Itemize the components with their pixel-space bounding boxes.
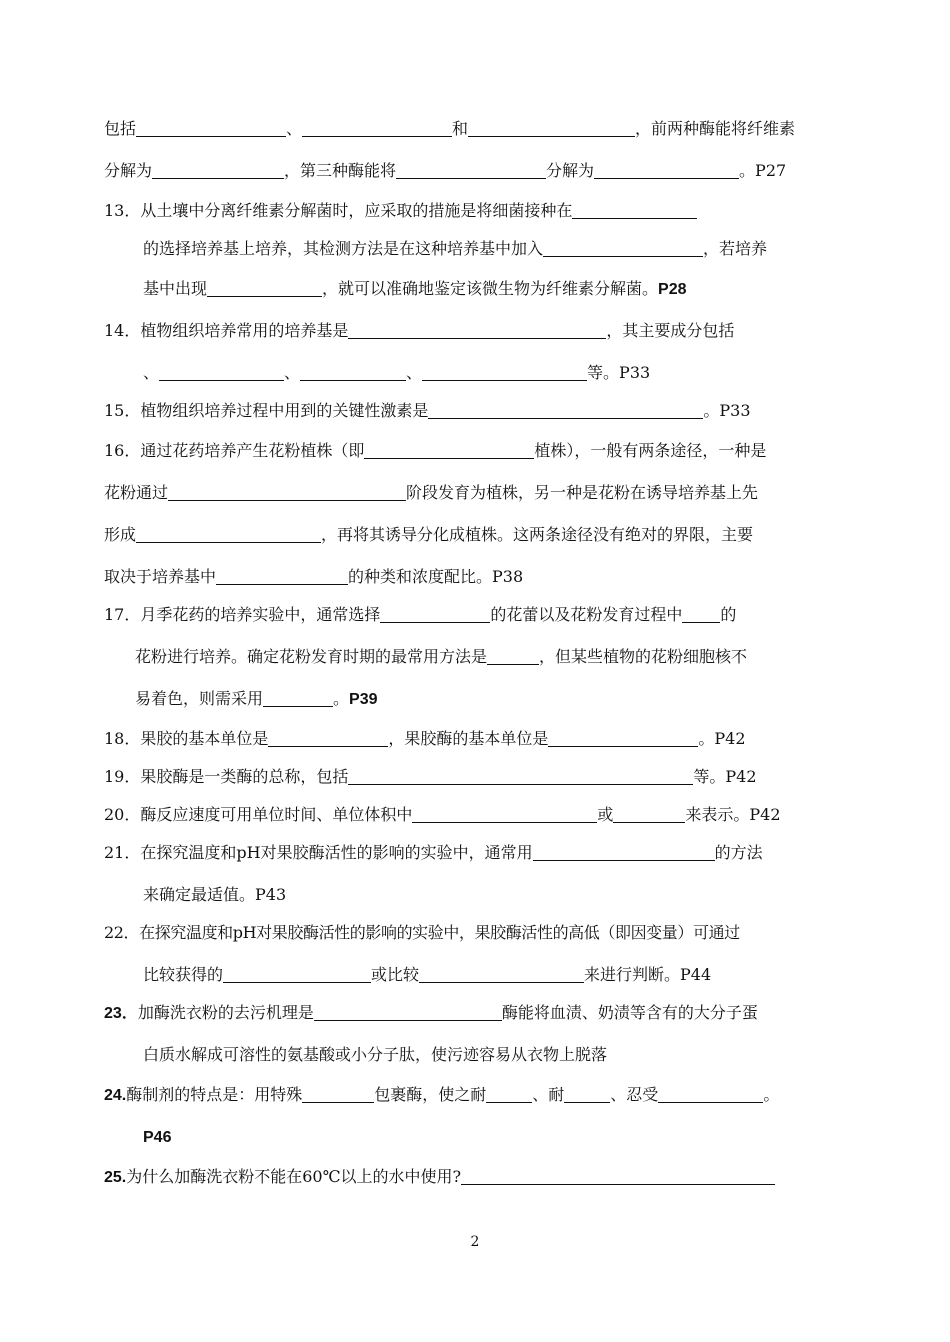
q25-line1 bbox=[104, 1162, 849, 1192]
question-number: 19． bbox=[104, 767, 141, 786]
q24-line2 bbox=[143, 1122, 849, 1152]
question-number: 14． bbox=[104, 321, 141, 340]
q23-line2 bbox=[143, 1040, 849, 1070]
blank-q12-2[interactable] bbox=[302, 116, 452, 137]
text: 果胶酶是一类酶的总称，包括 bbox=[140, 767, 349, 786]
text: 果胶的基本单位是 bbox=[140, 729, 269, 748]
text: 通过花药培养产生花粉植株（即 bbox=[140, 441, 365, 460]
blank-q18-2[interactable] bbox=[548, 726, 698, 747]
text: 包括 bbox=[104, 119, 137, 138]
text: 取决于培养基中 bbox=[104, 567, 217, 586]
text: 。P27 bbox=[739, 161, 787, 180]
text: 来进行判断。P44 bbox=[584, 965, 712, 984]
q21-line1 bbox=[104, 838, 849, 868]
text: 或比较 bbox=[371, 965, 420, 984]
text: ，再将其诱导分化成植株。这两条途径没有绝对的界限，主要 bbox=[321, 525, 754, 544]
text: 包裹酶，使之耐 bbox=[374, 1085, 487, 1104]
text: 。P33 bbox=[703, 401, 751, 420]
q13-line1 bbox=[104, 196, 849, 226]
blank-q14-1[interactable] bbox=[348, 318, 606, 339]
text: 的花蕾以及花粉发育过程中 bbox=[490, 605, 683, 624]
page-ref: P46 bbox=[143, 1129, 172, 1146]
blank-q22-1[interactable] bbox=[223, 962, 371, 983]
text: 月季花药的培养实验中，通常选择 bbox=[140, 605, 381, 624]
text: 。 bbox=[763, 1085, 780, 1104]
q14-line1 bbox=[104, 316, 849, 346]
q12-line1 bbox=[104, 114, 849, 144]
q16-line1 bbox=[104, 436, 849, 466]
q13-line3 bbox=[143, 274, 849, 304]
question-number: 15． bbox=[104, 401, 141, 420]
text: 酶能将血渍、奶渍等含有的大分子蛋 bbox=[501, 1003, 758, 1022]
blank-q17-2[interactable] bbox=[682, 602, 720, 623]
blank-q12-3[interactable] bbox=[468, 116, 635, 137]
text: 花粉通过 bbox=[104, 483, 169, 502]
text: 比较获得的 bbox=[143, 965, 224, 984]
question-number: 20． bbox=[104, 805, 141, 824]
question-number: 22． bbox=[104, 923, 140, 942]
question-number: 13． bbox=[104, 201, 141, 220]
text: 植株），一般有两条途径，一种是 bbox=[534, 441, 767, 460]
page-number: 2 bbox=[470, 1234, 480, 1250]
text: ，第三种酶能将 bbox=[284, 161, 397, 180]
q21-line2 bbox=[143, 880, 849, 910]
blank-q12-4[interactable] bbox=[152, 158, 284, 179]
question-number: 25. bbox=[104, 1169, 127, 1186]
text: 、 bbox=[286, 119, 303, 138]
blank-q14-4[interactable] bbox=[422, 360, 587, 381]
blank-q23-1[interactable] bbox=[314, 1000, 502, 1021]
blank-q20-2[interactable] bbox=[613, 802, 685, 823]
text: 。 bbox=[333, 689, 350, 708]
blank-q25-1[interactable] bbox=[461, 1164, 775, 1185]
text: 在探究温度和pH对果胶酶活性的影响的实验中，果胶酶活性的高低（即因变量）可通过 bbox=[139, 923, 740, 942]
blank-q24-2[interactable] bbox=[486, 1082, 532, 1103]
question-number: 17． bbox=[104, 605, 141, 624]
q17-line2 bbox=[135, 642, 849, 672]
text: 分解为 bbox=[104, 161, 153, 180]
text: ，但某些植物的花粉细胞核不 bbox=[539, 647, 748, 666]
text: 花粉进行培养。确定花粉发育时期的最常用方法是 bbox=[135, 647, 488, 666]
text: 或 bbox=[597, 805, 614, 824]
q23-line1 bbox=[104, 998, 849, 1028]
text: ，就可以准确地鉴定该微生物为纤维素分解菌。 bbox=[322, 279, 659, 298]
text: 来表示。P42 bbox=[685, 805, 781, 824]
blank-q21-1[interactable] bbox=[533, 840, 715, 861]
blank-q24-3[interactable] bbox=[564, 1082, 610, 1103]
q13-line2 bbox=[143, 234, 849, 264]
page-ref: P39 bbox=[349, 691, 378, 708]
blank-q16-1[interactable] bbox=[364, 438, 534, 459]
q15-line1 bbox=[104, 396, 849, 426]
blank-q16-3[interactable] bbox=[136, 522, 321, 543]
blank-q14-3[interactable] bbox=[300, 360, 406, 381]
blank-q19-1[interactable] bbox=[348, 764, 693, 785]
text: 酶反应速度可用单位时间、单位体积中 bbox=[140, 805, 413, 824]
q19-line1 bbox=[104, 762, 849, 792]
question-number: 16． bbox=[104, 441, 141, 460]
q17-line1 bbox=[104, 600, 849, 630]
text: 阶段发育为植株，另一种是花粉在诱导培养基上先 bbox=[406, 483, 759, 502]
text: 植物组织培养过程中用到的关键性激素是 bbox=[140, 401, 429, 420]
blank-q16-2[interactable] bbox=[168, 480, 406, 501]
blank-q13-3[interactable] bbox=[207, 276, 322, 297]
q22-line2 bbox=[143, 960, 849, 990]
q17-line3 bbox=[135, 684, 849, 714]
question-number: 21． bbox=[104, 843, 141, 862]
text: 。P42 bbox=[698, 729, 746, 748]
text: 的 bbox=[720, 605, 737, 624]
text: 白质水解成可溶性的氨基酸或小分子肽，使污迹容易从衣物上脱落 bbox=[143, 1045, 608, 1064]
blank-q18-1[interactable] bbox=[268, 726, 388, 747]
text: 、忍受 bbox=[610, 1085, 659, 1104]
blank-q24-1[interactable] bbox=[302, 1082, 374, 1103]
q14-line2 bbox=[143, 358, 849, 388]
blank-q16-4[interactable] bbox=[216, 564, 348, 585]
text: 、 bbox=[406, 363, 423, 382]
blank-q17-4[interactable] bbox=[263, 686, 333, 707]
text: 的种类和浓度配比。P38 bbox=[348, 567, 524, 586]
blank-q24-4[interactable] bbox=[658, 1082, 763, 1103]
text: 和 bbox=[452, 119, 469, 138]
text: ，若培养 bbox=[703, 239, 768, 258]
text: 从土壤中分离纤维素分解菌时，应采取的措施是将细菌接种在 bbox=[140, 201, 573, 220]
text: 在探究温度和pH对果胶酶活性的影响的实验中，通常用 bbox=[140, 843, 533, 862]
text: 加酶洗衣粉的去污机理是 bbox=[137, 1003, 314, 1022]
blank-q12-6[interactable] bbox=[594, 158, 739, 179]
text: 形成 bbox=[104, 525, 137, 544]
question-number: 23． bbox=[104, 1005, 138, 1022]
blank-q20-1[interactable] bbox=[412, 802, 597, 823]
text: 等。P33 bbox=[587, 363, 651, 382]
text: 分解为 bbox=[546, 161, 595, 180]
blank-q22-2[interactable] bbox=[419, 962, 584, 983]
text: 等。P42 bbox=[693, 767, 757, 786]
q20-line1 bbox=[104, 800, 849, 830]
text: 、 bbox=[284, 363, 301, 382]
q24-line1 bbox=[104, 1080, 849, 1110]
blank-q13-1[interactable] bbox=[572, 198, 697, 219]
page-ref: P28 bbox=[658, 281, 687, 298]
blank-q12-1[interactable] bbox=[136, 116, 286, 137]
q16-line4 bbox=[104, 562, 849, 592]
text: 基中出现 bbox=[143, 279, 208, 298]
blank-q12-5[interactable] bbox=[396, 158, 546, 179]
text: ，果胶酶的基本单位是 bbox=[388, 729, 549, 748]
blank-q14-2[interactable] bbox=[159, 360, 284, 381]
q12-line2 bbox=[104, 156, 849, 186]
text: 、 bbox=[143, 363, 160, 382]
blank-q17-1[interactable] bbox=[380, 602, 490, 623]
question-number: 18． bbox=[104, 729, 141, 748]
text: 、耐 bbox=[532, 1085, 565, 1104]
q16-line3 bbox=[104, 520, 849, 550]
text: 的选择培养基上培养，其检测方法是在这种培养基中加入 bbox=[143, 239, 544, 258]
blank-q17-3[interactable] bbox=[487, 644, 539, 665]
text: 为什么加酶洗衣粉不能在60℃以上的水中使用? bbox=[126, 1167, 462, 1186]
text: ，其主要成分包括 bbox=[606, 321, 735, 340]
blank-q15-1[interactable] bbox=[428, 398, 703, 419]
q16-line2 bbox=[104, 478, 849, 508]
blank-q13-2[interactable] bbox=[543, 236, 703, 257]
text: 酶制剂的特点是：用特殊 bbox=[126, 1085, 303, 1104]
text: ，前两种酶能将纤维素 bbox=[635, 119, 796, 138]
text: 植物组织培养常用的培养基是 bbox=[140, 321, 349, 340]
q22-line1 bbox=[104, 918, 849, 948]
text: 来确定最适值。P43 bbox=[143, 885, 287, 904]
question-number: 24. bbox=[104, 1087, 127, 1104]
q18-line1 bbox=[104, 724, 849, 754]
text: 的方法 bbox=[714, 843, 763, 862]
text: 易着色，则需采用 bbox=[135, 689, 264, 708]
